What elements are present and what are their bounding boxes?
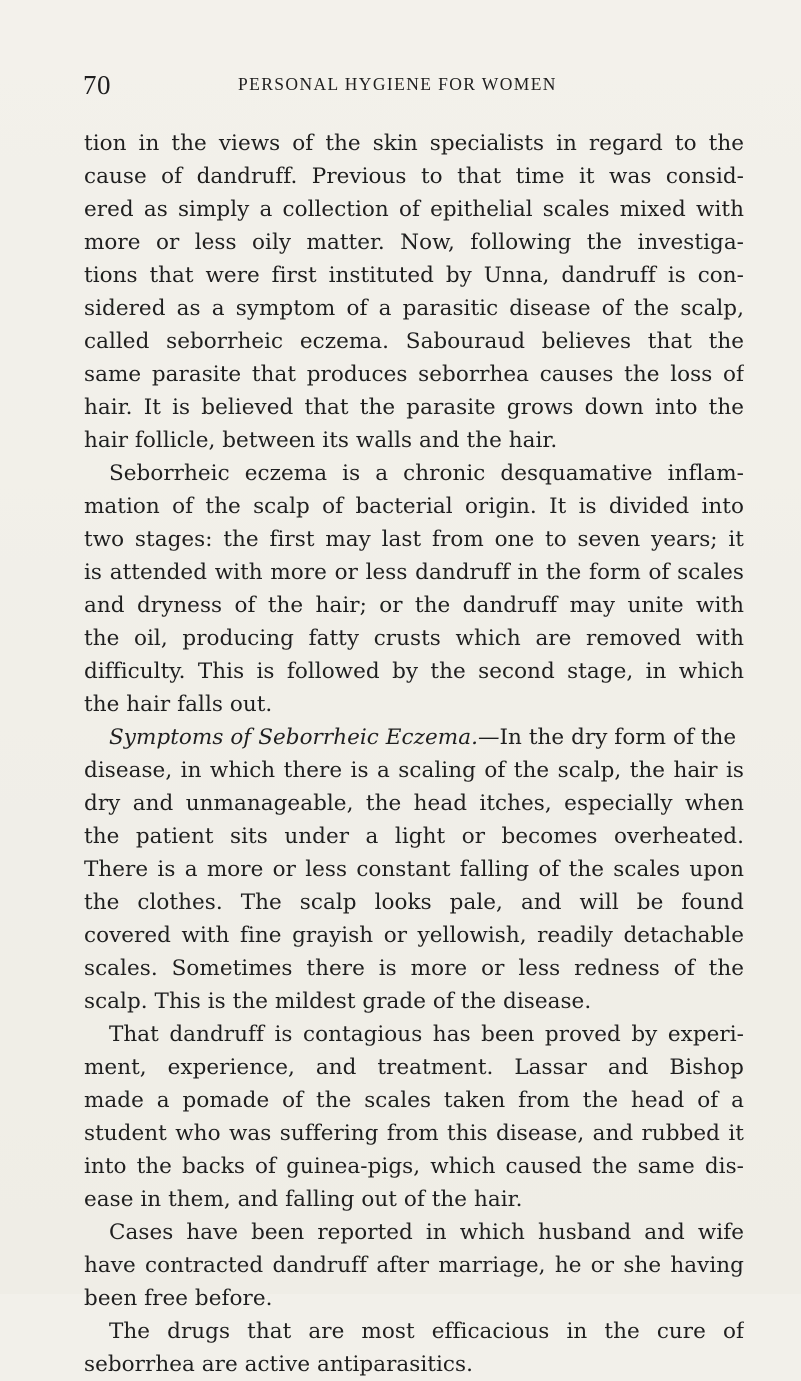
section-heading: Symptoms of Seborrheic Eczema.— — [109, 725, 500, 750]
text-line: and dryness of the hair; or the dandruff may unite with — [84, 593, 744, 618]
text-line: two stages: the first may last from one to seven years; it — [84, 527, 744, 552]
text-line: ment, experience, and treatment. Lassar and Bishop — [84, 1055, 744, 1080]
text-line: That dandruff is contagious has been proved by experi- — [109, 1022, 744, 1047]
text-line: hair follicle, between its walls and the hair. — [84, 428, 558, 453]
text-line: scalp. This is the mildest grade of the disease. — [84, 989, 592, 1014]
page-header — [83, 68, 731, 118]
body-text — [84, 127, 744, 1381]
text-line: more or less oily matter. Now, following the investiga- — [84, 230, 744, 255]
text-line — [84, 721, 744, 754]
text-line: Cases have been reported in which husband and wife — [109, 1220, 744, 1245]
text-line: cause of dandruff. Previous to that time it was consid- — [84, 164, 744, 189]
text-line: the patient sits under a light or becomes overheated. — [84, 824, 744, 849]
text-line: difficulty. This is followed by the second stage, in which — [84, 659, 744, 684]
text-line: ered as simply a collection of epithelial scales mixed with — [84, 197, 744, 222]
text-line: dry and unmanageable, the head itches, especially when — [84, 791, 744, 816]
text-line: have contracted dandruff after marriage, he or she having — [84, 1253, 744, 1278]
text-line: hair. It is believed that the parasite grows down into the — [84, 395, 744, 420]
text-line: been free before. — [84, 1286, 273, 1311]
text-line: Seborrheic eczema is a chronic desquamative inflam- — [109, 461, 744, 486]
text-line: the clothes. The scalp looks pale, and will be found — [84, 890, 744, 915]
text-line: same parasite that produces seborrhea causes the loss of — [84, 362, 744, 387]
running-title: PERSONAL HYGIENE FOR WOMEN — [238, 74, 557, 94]
heading-continuation: In the dry form of the — [499, 725, 737, 750]
text-line: disease, in which there is a scaling of the scalp, the hair is — [84, 758, 744, 783]
text-line: student who was suffering from this disease, and rubbed it — [84, 1121, 744, 1146]
text-line: tion in the views of the skin specialists in regard to the — [84, 131, 744, 156]
text-line: made a pomade of the scales taken from the head of a — [84, 1088, 744, 1113]
text-line: seborrhea are active antiparasitics. — [84, 1352, 473, 1377]
text-line: scales. Sometimes there is more or less redness of the — [84, 956, 744, 981]
text-line: There is a more or less constant falling of the scales upon — [84, 857, 744, 882]
text-line: mation of the scalp of bacterial origin. It is divided into — [84, 494, 744, 519]
text-line: tions that were first instituted by Unna, dandruff is con- — [84, 263, 744, 288]
text-line: sidered as a symptom of a parasitic disease of the scalp, — [84, 296, 744, 321]
page-number: 70 — [83, 70, 111, 100]
text-line: is attended with more or less dandruff in the form of scales — [84, 560, 744, 585]
text-line: the hair falls out. — [84, 692, 273, 717]
text-line: the oil, producing fatty crusts which are removed with — [84, 626, 744, 651]
text-line: into the backs of guinea-pigs, which caused the same dis- — [84, 1154, 744, 1179]
text-line: called seborrheic eczema. Sabouraud believes that the — [84, 329, 744, 354]
text-line: covered with fine grayish or yellowish, readily detachable — [84, 923, 744, 948]
text-line: The drugs that are most efficacious in the cure of — [109, 1319, 744, 1344]
text-line: ease in them, and falling out of the hair. — [84, 1187, 523, 1212]
